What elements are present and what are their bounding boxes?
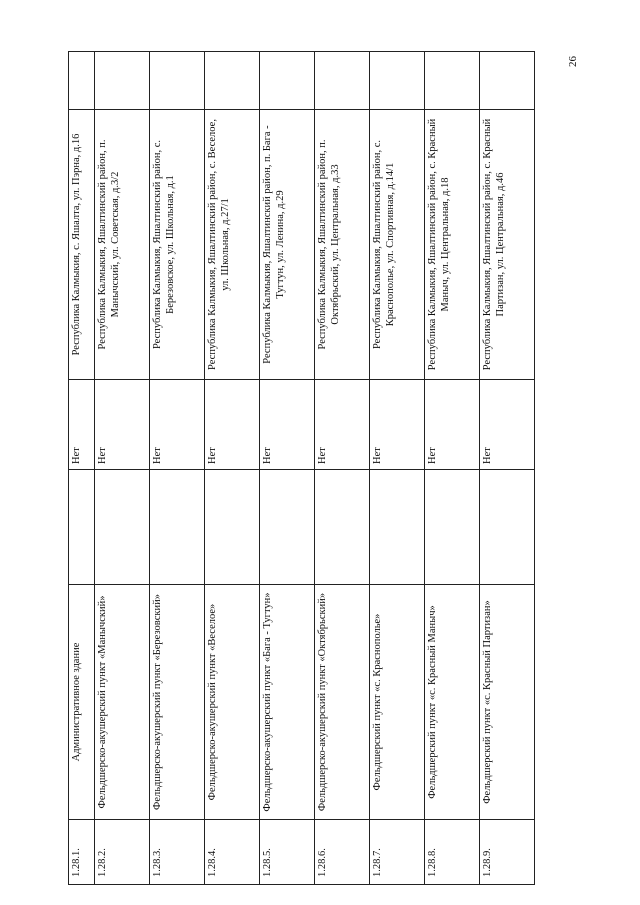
blank-cell [370,470,425,585]
value-cell: Нет [95,380,150,470]
table-row [95,52,150,885]
row-number: 1.28.2. [95,820,150,885]
value-cell: Нет [150,380,205,470]
blank-cell [95,52,150,110]
blank-cell [205,470,260,585]
value-cell: Нет [425,380,480,470]
table-row [150,52,205,885]
row-number: 1.28.3. [150,820,205,885]
blank-cell [205,52,260,110]
row-number: 1.28.8. [425,820,480,885]
address-cell: Республика Калмыкия, Яшалтинский район, п. Октябрьский, ул. Центральная, д.33 [315,110,370,380]
address-cell: Республика Калмыкия, Яшалтинский район, с. Красный Партизан, ул. Центральная, д.46 [480,110,535,380]
row-number: 1.28.1. [69,820,95,885]
row-number: 1.28.9. [480,820,535,885]
facility-name: Фельдшерский пункт «с. Краснополье» [370,585,425,820]
address-cell: Республика Калмыкия, Яшалтинский район, п. Бага - Тугтун, ул. Ленина, д.29 [260,110,315,380]
address-cell: Республика Калмыкия, Яшалтинский район, п. Манычский, ул. Советская, д.3/2 [95,110,150,380]
blank-cell [69,470,95,585]
value-cell: Нет [205,380,260,470]
facility-name: Фельдшерский пункт «с. Красный Партизан» [480,585,535,820]
facility-name: Административное здание [69,585,95,820]
value-cell: Нет [69,380,95,470]
row-number: 1.28.6. [315,820,370,885]
table-row [425,52,480,885]
blank-cell [260,470,315,585]
page-number: 26 [567,56,579,67]
address-cell: Республика Калмыкия, Яшалтинский район, с. Краснополье, ул. Спортивная, д.14/1 [370,110,425,380]
value-cell: Нет [370,380,425,470]
row-number: 1.28.7. [370,820,425,885]
row-number: 1.28.5. [260,820,315,885]
blank-cell [69,52,95,110]
blank-cell [95,470,150,585]
table-row [69,52,95,885]
table-row [480,52,535,885]
facility-name: Фельдшерско-акушерский пункт «Манычский» [95,585,150,820]
blank-cell [150,470,205,585]
blank-cell [150,52,205,110]
blank-cell [260,52,315,110]
row-number: 1.28.4. [205,820,260,885]
blank-cell [315,470,370,585]
address-cell: Республика Калмыкия, Яшалтинский район, с. Веселое, ул. Школьная, д.27/1 [205,110,260,380]
table-row [370,52,425,885]
value-cell: Нет [315,380,370,470]
value-cell: Нет [260,380,315,470]
value-cell: Нет [480,380,535,470]
facility-name: Фельдшерский пункт «с. Красный Маныч» [425,585,480,820]
table-row [260,52,315,885]
blank-cell [425,470,480,585]
facilities-table [68,51,535,885]
facility-name: Фельдшерско-акушерский пункт «Березовский» [150,585,205,820]
table-row [205,52,260,885]
facility-name: Фельдшерско-акушерский пункт «Октябрьский» [315,585,370,820]
blank-cell [315,52,370,110]
address-cell: Республика Калмыкия, Яшалтинский район, с. Березовское, ул. Школьная, д.1 [150,110,205,380]
address-cell: Республика Калмыкия, Яшалтинский район, с. Красный Маныч, ул. Центральная, д.18 [425,110,480,380]
facility-name: Фельдшерско-акушерский пункт «Веселое» [205,585,260,820]
table-row [315,52,370,885]
facility-name: Фельдшерско-акушерский пункт «Бага - Тугтун» [260,585,315,820]
blank-cell [480,470,535,585]
blank-cell [480,52,535,110]
blank-cell [370,52,425,110]
address-cell: Республика Калмыкия, с. Яшалта, ул. Пэрна, д.16 [69,110,95,380]
blank-cell [425,52,480,110]
